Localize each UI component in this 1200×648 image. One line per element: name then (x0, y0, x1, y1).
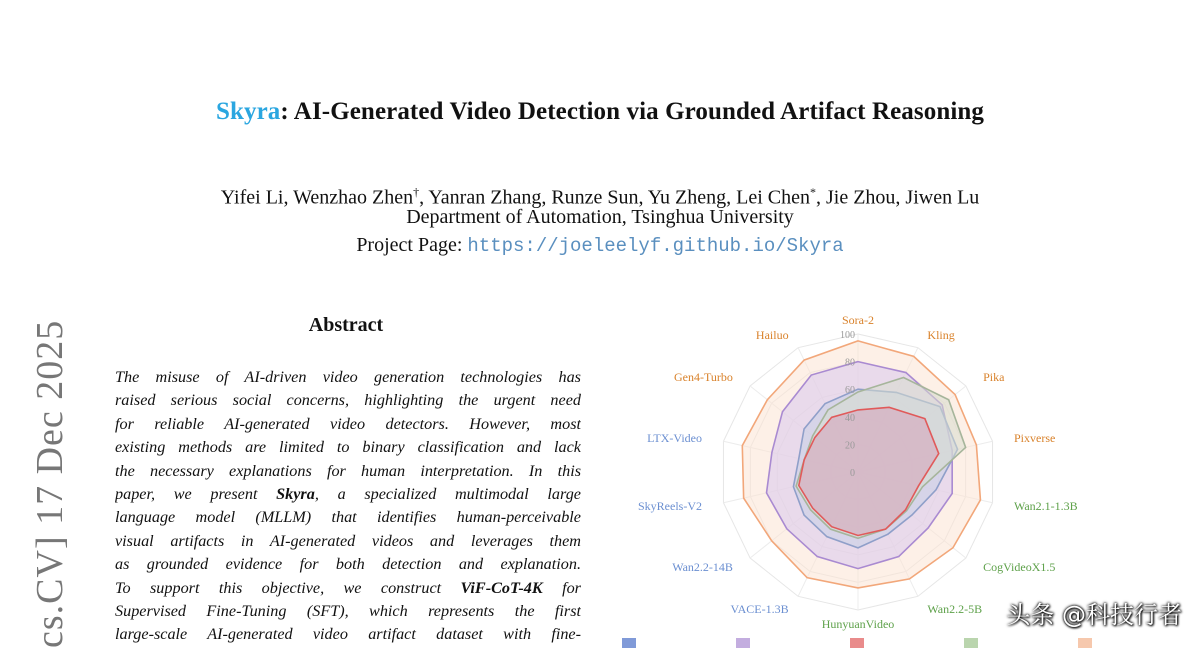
affiliation: Department of Automation, Tsinghua University (406, 206, 794, 228)
abstract-body (115, 366, 581, 647)
paper-title (0, 98, 1200, 126)
axis-label-pika: Pika (983, 370, 1005, 385)
abstract-line (115, 577, 581, 600)
model-name: Skyra (276, 485, 315, 504)
arxiv-stamp: cs.CV] 17 Dec 2025 (29, 319, 71, 648)
text-run: for (542, 578, 581, 597)
abstract-line: as grounded evidence for both detection and explanation. (115, 555, 581, 574)
tick-label: 60 (845, 385, 855, 397)
abstract-line: language model (MLLM) that identifies human-perceivable (115, 508, 581, 527)
project-url-link[interactable]: https://joeleelyf.github.io/Skyra (467, 235, 844, 257)
title-brand: Skyra (215, 98, 281, 125)
abstract-line: large-scale AI-generated video artifact dataset with fine- (115, 625, 581, 644)
axis-label-kling: Kling (927, 328, 955, 343)
chart-legend (622, 638, 1184, 648)
axis-label-vace-1-3b: VACE-1.3B (730, 601, 789, 616)
authors-part: Yifei Li, Wenzhao Zhen (220, 186, 414, 209)
watermark: 头条 @科技行者 (1006, 601, 1182, 629)
tick-label: 20 (845, 440, 855, 452)
abstract-line: existing methods are limited to binary classification and lack (115, 438, 581, 457)
axis-label-ltx-video: LTX-Video (647, 431, 703, 446)
text-run: To support this objective, we construct (115, 578, 461, 597)
authors-part: , Yanran Zhang, Runze Sun, Yu Zheng, Lei Chen (419, 186, 810, 209)
axis-label-wan2-2-5b: Wan2.2-5B (927, 601, 983, 616)
dagger-mark: † (413, 185, 420, 199)
legend-swatch (736, 638, 750, 648)
abstract-line: The misuse of AI-driven video generation technologies has (115, 368, 581, 386)
authors-part: , Jie Zhou, Jiwen Lu (815, 186, 980, 209)
axis-label-wan2-1-1-3b: Wan2.1-1.3B (1013, 498, 1078, 513)
text-run: , a specialized multimodal large (314, 485, 581, 504)
legend-swatch (850, 638, 864, 648)
axis-label-sora-2: Sora-2 (842, 313, 874, 327)
project-label: Project Page: (356, 234, 468, 256)
text-run: paper, we present (115, 485, 277, 504)
axis-label-pixverse: Pixverse (1013, 431, 1056, 446)
axis-label-hailuo: Hailuo (755, 328, 789, 343)
abstract-line: Supervised Fine-Tuning (SFT), which represents the first (115, 602, 581, 621)
abstract-line: raised serious social concerns, highlighting the urgent need (115, 391, 581, 410)
abstract-line: the necessary explanations for human interpretation. In this (115, 461, 581, 480)
axis-label-skyreels-v2: SkyReels-V2 (638, 498, 703, 513)
tick-label: 40 (845, 412, 855, 424)
abstract-line (115, 483, 581, 506)
legend-swatch (622, 638, 636, 648)
abstract-line: for reliable AI-generated video detectors. However, most (115, 414, 581, 433)
axis-label-hunyuanvideo: HunyuanVideo (821, 617, 895, 631)
title-rest: : AI-Generated Video Detection via Grounded Artifact Reasoning (280, 98, 984, 125)
axis-label-wan2-2-14b: Wan2.2-14B (672, 559, 733, 574)
project-page (0, 234, 1200, 257)
axis-label-gen4-turbo: Gen4-Turbo (674, 370, 733, 385)
dataset-name: ViF-CoT-4K (460, 578, 543, 597)
tick-label: 0 (850, 468, 855, 479)
asterisk-mark: * (809, 185, 816, 199)
tick-label: 80 (845, 357, 855, 369)
abstract-heading: Abstract (308, 314, 384, 336)
tick-label: 100 (840, 330, 855, 341)
abstract-line: visual artifacts in AI-generated videos and leverages them (115, 531, 581, 550)
axis-label-cogvideox1-5: CogVideoX1.5 (983, 559, 1056, 574)
legend-swatch (964, 638, 978, 648)
legend-swatch (1078, 638, 1092, 648)
